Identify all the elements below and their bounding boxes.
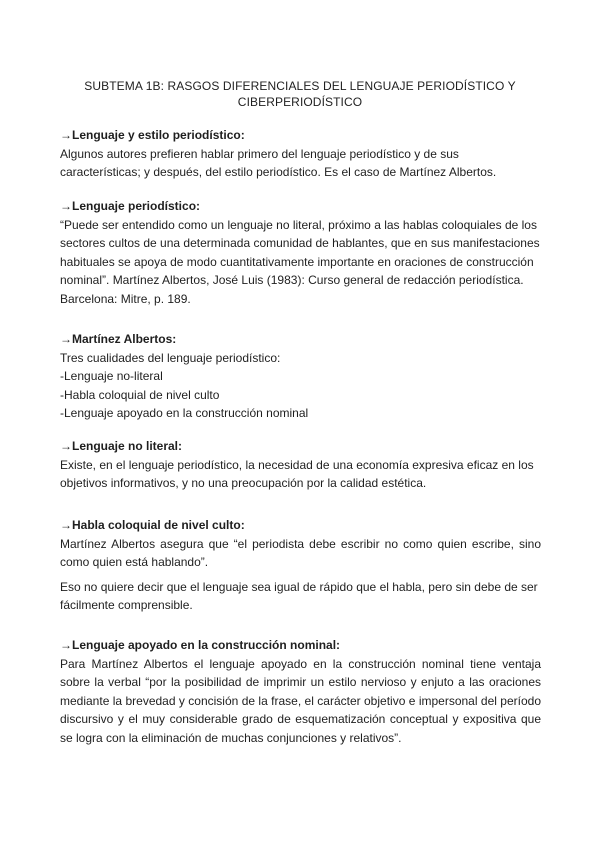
section-paragraph: “Puede ser entendido como un lenguaje no literal, próximo a las hablas coloquiales de los sectores cultos de una determinada comunidad de hablantes, que en sus manifestaciones habituales se apoya de modo cuantitativamente importante en oraciones de construcción nominal”. Martínez Albertos, José Luis (1983): Curso general de redacción periodística. Barcelona: Mitre, p. 189. xyxy=(60,217,540,306)
section-lenguaje-estilo xyxy=(60,126,541,182)
section-construccion-nominal xyxy=(60,636,541,747)
section-heading: →Lenguaje apoyado en la construcción nominal: xyxy=(60,638,341,652)
document-title xyxy=(60,78,540,110)
section-paragraph: Eso no quiere decir que el lenguaje sea igual de rápido que el habla, pero sin debe de ser fácilmente comprensible. xyxy=(60,579,538,612)
section-lenguaje-no-literal xyxy=(60,437,541,493)
section-intro: Tres cualidades del lenguaje periodístico: xyxy=(60,350,281,365)
list-item: -Habla coloquial de nivel culto xyxy=(60,387,220,402)
section-heading: →Lenguaje no literal: xyxy=(60,439,183,453)
section-paragraph: Algunos autores prefieren hablar primero del lenguaje periodístico y de sus características; y después, del estilo periodístico. Es el caso de Martínez Albertos. xyxy=(60,146,497,179)
section-paragraph: Existe, en el lenguaje periodístico, la necesidad de una economía expresiva eficaz en los objetivos informativos, y no una preocupación por la calidad estética. xyxy=(60,457,534,490)
section-martinez-albertos xyxy=(60,330,541,423)
section-paragraph: Martínez Albertos asegura que “el periodista debe escribir no como quien escribe, sino como quien está hablando”. xyxy=(60,536,541,569)
list-item: -Lenguaje no-literal xyxy=(60,369,163,383)
section-heading: →Habla coloquial de nivel culto: xyxy=(60,518,245,532)
section-paragraph: Para Martínez Albertos el lenguaje apoyado en la construcción nominal tiene ventaja sobre la verbal “por la posibilidad de imprimir un estilo nervioso y enjuto a las oraciones mediante la brevedad y concisión de la frase, el carácter objetivo e impersonal del período discursivo y el muy considerable grado de esquematización conceptual y expositiva que se logra con la eliminación de muchas conjunciones y relativos”. xyxy=(60,656,541,745)
list-item: -Lenguaje apoyado en la construcción nominal xyxy=(60,406,309,420)
title-line-2: CIBERPERIODÍSTICO xyxy=(237,95,363,109)
section-habla-coloquial xyxy=(60,516,541,615)
title-line-1: SUBTEMA 1B: RASGOS DIFERENCIALES DEL LENGUAJE PERIODÍSTICO Y xyxy=(84,79,516,93)
section-lenguaje-periodistico xyxy=(60,197,541,308)
qualities-list xyxy=(60,367,541,423)
section-heading: →Lenguaje y estilo periodístico: xyxy=(60,128,245,142)
section-heading: →Lenguaje periodístico: xyxy=(60,199,201,213)
section-heading: →Martínez Albertos: xyxy=(60,332,177,346)
